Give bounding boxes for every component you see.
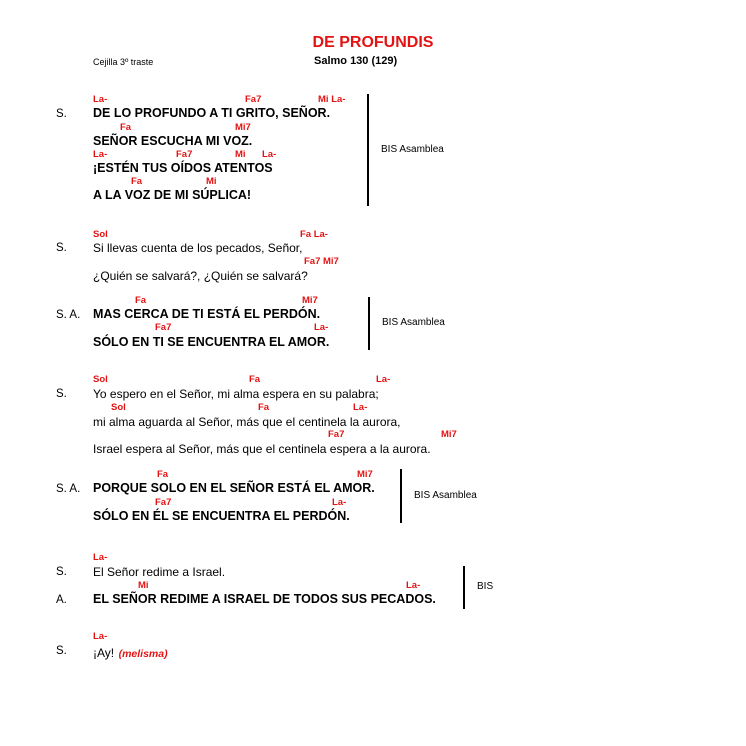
chord: Sol bbox=[111, 402, 126, 413]
lyric-line: ¡Ay! bbox=[93, 646, 115, 660]
speaker-label: S. bbox=[56, 108, 67, 120]
speaker-label: S. bbox=[56, 645, 67, 657]
chord: Fa bbox=[120, 122, 132, 133]
lyric-line: SEÑOR ESCUCHA MI VOZ. bbox=[93, 134, 253, 148]
repeat-bar bbox=[463, 566, 465, 609]
chord: Fa7 bbox=[176, 149, 193, 160]
repeat-bar bbox=[368, 297, 370, 350]
bis-label: BIS Asamblea bbox=[382, 317, 445, 328]
chord: Mi7 bbox=[441, 429, 457, 440]
chord: Mi bbox=[235, 149, 246, 160]
chord: Fa bbox=[157, 469, 169, 480]
psalm-reference: Salmo 130 (129) bbox=[314, 55, 398, 67]
lyric-line: mi alma aguarda al Señor, más que el centinela la aurora, bbox=[93, 415, 401, 429]
chord: Fa7 bbox=[245, 94, 262, 105]
chord: La- bbox=[332, 497, 347, 508]
chord: Fa bbox=[135, 295, 147, 306]
chord: Mi bbox=[138, 580, 149, 591]
capo-note: Cejilla 3º traste bbox=[93, 57, 154, 67]
lyric-line: Yo espero en el Señor, mi alma espera en su palabra; bbox=[93, 387, 379, 401]
lyric-line: PORQUE SOLO EN EL SEÑOR ESTÁ EL AMOR. bbox=[93, 481, 375, 495]
page-title: DE PROFUNDIS bbox=[312, 34, 434, 51]
lyric-line: SÓLO EN ÉL SE ENCUENTRA EL PERDÓN. bbox=[93, 509, 350, 523]
chord: Mi7 bbox=[357, 469, 373, 480]
lyric-line-with-note bbox=[93, 644, 168, 662]
chord: Mi7 bbox=[302, 295, 318, 306]
repeat-bar bbox=[400, 469, 402, 523]
lyric-line: A LA VOZ DE MI SÚPLICA! bbox=[93, 188, 252, 202]
speaker-label: S. A. bbox=[56, 483, 81, 495]
bis-label: BIS Asamblea bbox=[381, 144, 444, 155]
chord: La- bbox=[93, 149, 108, 160]
speaker-label: S. A. bbox=[56, 309, 81, 321]
speaker-label: S. bbox=[56, 242, 67, 254]
chord: La- bbox=[93, 552, 108, 563]
chord: Fa7 bbox=[155, 497, 172, 508]
chord: Fa La- bbox=[300, 229, 328, 240]
lyric-line: MAS CERCA DE TI ESTÁ EL PERDÓN. bbox=[93, 307, 321, 321]
chord: La- bbox=[406, 580, 421, 591]
chord: Fa7 bbox=[328, 429, 345, 440]
lyric-line: DE LO PROFUNDO A TI GRITO, SEÑOR. bbox=[93, 106, 331, 120]
chord: Fa7 bbox=[155, 322, 172, 333]
chord: La- bbox=[314, 322, 329, 333]
chord: Fa bbox=[131, 176, 143, 187]
chord: Fa bbox=[249, 374, 261, 385]
bis-label: BIS Asamblea bbox=[414, 490, 477, 501]
chord: Mi7 bbox=[235, 122, 251, 133]
chord: La- bbox=[262, 149, 277, 160]
chord: Sol bbox=[93, 229, 108, 240]
lyric-line: ¿Quién se salvará?, ¿Quién se salvará? bbox=[93, 269, 308, 283]
lyric-line: El Señor redime a Israel. bbox=[93, 565, 226, 579]
chord: Sol bbox=[93, 374, 108, 385]
chord: Mi La- bbox=[318, 94, 346, 105]
chord: La- bbox=[93, 631, 108, 642]
chord: La- bbox=[376, 374, 391, 385]
chord: La- bbox=[93, 94, 108, 105]
chord: Fa7 Mi7 bbox=[304, 256, 339, 267]
lyric-line: SÓLO EN TI SE ENCUENTRA EL AMOR. bbox=[93, 335, 330, 349]
lyric-line: Si llevas cuenta de los pecados, Señor, bbox=[93, 241, 303, 255]
lyric-line: EL SEÑOR REDIME A ISRAEL DE TODOS SUS PECADOS. bbox=[93, 592, 436, 606]
bis-label: BIS bbox=[477, 581, 494, 592]
repeat-bar bbox=[367, 94, 369, 206]
lyric-line: ¡ESTÉN TUS OÍDOS ATENTOS bbox=[93, 161, 273, 175]
chord: Fa bbox=[258, 402, 270, 413]
chord: La- bbox=[353, 402, 368, 413]
speaker-label: A. bbox=[56, 594, 67, 606]
melisma-note: (melisma) bbox=[118, 648, 168, 660]
speaker-label: S. bbox=[56, 566, 67, 578]
lyric-line: Israel espera al Señor, más que el centinela espera a la aurora. bbox=[93, 442, 431, 456]
speaker-label: S. bbox=[56, 388, 67, 400]
chord: Mi bbox=[206, 176, 217, 187]
